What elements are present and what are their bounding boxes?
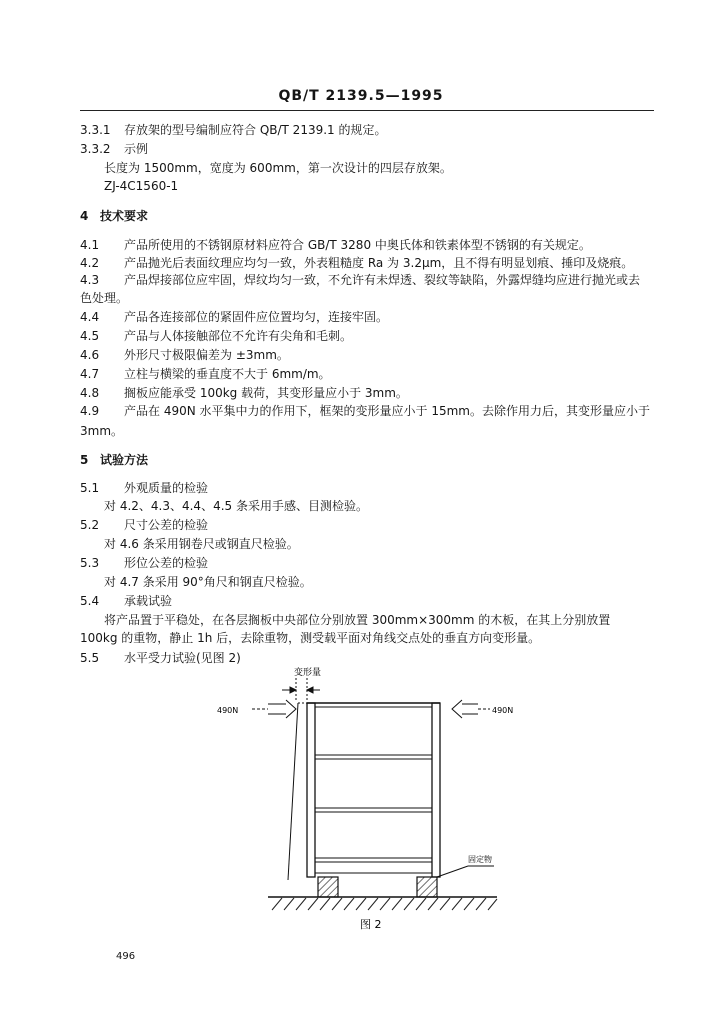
clause-5-2-body: 对 4.6 条采用钢卷尺或钢直尺检验。 (104, 537, 299, 551)
fixture-blocks (318, 877, 437, 897)
clause-5-3-body: 对 4.7 条采用 90°角尺和钢直尺检验。 (104, 575, 312, 589)
clause-4-6: 4.6 外形尺寸极限偏差为 ±3mm。 (80, 348, 289, 362)
left-force-arrow (252, 700, 296, 718)
example-code: ZJ-4C1560-1 (104, 179, 179, 193)
deformed-outline (288, 703, 307, 880)
clause-4-2: 4.2 产品抛光后表面纹理应均匀一致，外表粗糙度 Ra 为 3.2μm，且不得有明显划痕、捶印及烧痕。 (80, 256, 634, 270)
example-text: 长度为 1500mm，宽度为 600mm，第一次设计的四层存放架。 (104, 161, 452, 175)
fixture-leader-line (437, 866, 468, 877)
clause-5-1-body: 对 4.2、4.3、4.4、4.5 条采用手感、目测检验。 (104, 499, 368, 513)
ground (268, 897, 497, 910)
clause-5-2: 5.2 尺寸公差的检验 (80, 518, 209, 532)
clause-4-5: 4.5 产品与人体接触部位不允许有尖角和毛刺。 (80, 329, 353, 343)
fixture-label: 固定物 (468, 855, 492, 864)
running-header: QB/T 2139.5—1995 (278, 88, 444, 104)
clause-5-3: 5.3 形位公差的检验 (80, 556, 209, 570)
clause-4-9: 4.9 产品在 490N 水平集中力的作用下，框架的变形量应小于 15mm。去除作用力后，其变形量应小于 (80, 404, 650, 418)
clause-5-5: 5.5 水平受力试验(见图 2) (80, 651, 241, 665)
clause-4-3-cont: 色处理。 (80, 291, 129, 305)
clause-4-7: 4.7 立柱与横梁的垂直度不大于 6mm/m。 (80, 367, 331, 381)
right-force-arrow (452, 700, 490, 718)
clause-5-1: 5.1 外观质量的检验 (80, 481, 209, 495)
clause-4-1: 4.1 产品所使用的不锈钢原材料应符合 GB/T 3280 中奥氏体和铁素体型不锈钢的有关规定。 (80, 238, 591, 252)
right-force-label: 490N (492, 706, 514, 715)
left-force-label: 490N (217, 706, 239, 715)
figure-caption: 图 2 (360, 918, 382, 931)
page-number: 496 (116, 951, 136, 962)
clause-3-3-1: 3.3.1 存放架的型号编制应符合 QB/T 2139.1 的规定。 (80, 123, 387, 137)
clause-5-4-body: 将产品置于平稳处，在各层搁板中央部位分别放置 300mm×300mm 的木板，在其上分别放置 (104, 613, 611, 627)
clause-4-8: 4.8 搁板应能承受 100kg 载荷，其变形量应小于 3mm。 (80, 386, 408, 400)
deformation-label: 变形量 (294, 668, 322, 678)
section-5-heading: 5 试验方法 (80, 453, 149, 467)
clause-4-4: 4.4 产品各连接部位的紧固件应位置均匀，连接牢固。 (80, 310, 389, 324)
clause-4-3: 4.3 产品焊接部位应牢固，焊纹均匀一致，不允许有未焊透、裂纹等缺陷，外露焊缝均应进行抛光或去 (80, 273, 641, 287)
clause-3-3-2: 3.3.2 示例 (80, 142, 149, 156)
deformation-dimension (282, 678, 320, 700)
shelf-frame (307, 703, 440, 877)
section-4-heading: 4 技术要求 (80, 209, 149, 223)
clause-5-4-body-cont: 100kg 的重物，静止 1h 后，去除重物，测受载平面对角线交点处的垂直方向变形量。 (80, 631, 541, 645)
clause-4-9-cont: 3mm。 (80, 424, 124, 438)
clause-5-4: 5.4 承载试验 (80, 594, 173, 608)
